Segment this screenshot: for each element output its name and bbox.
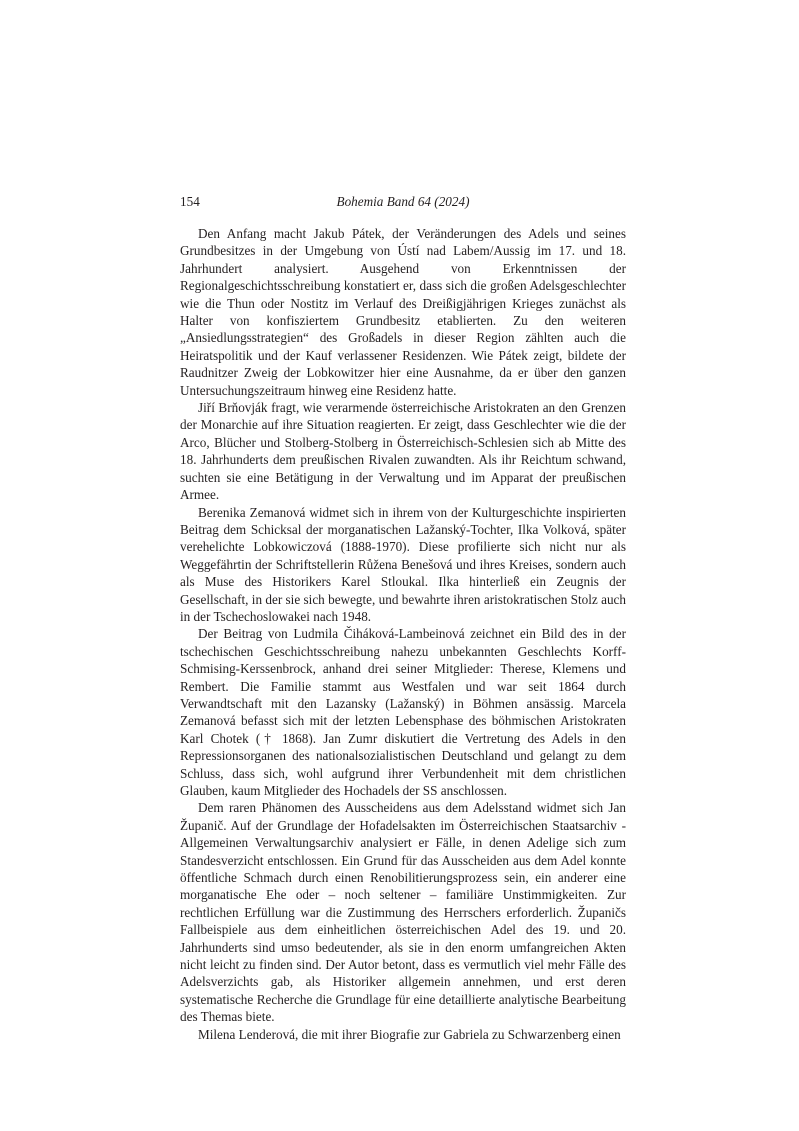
body-text xyxy=(180,225,626,1043)
paragraph-brnovjak: Jiří Brňovják fragt, wie verarmende österreichische Aristokraten an den Grenzen der Monarchie auf ihre Situation reagierten. Er zeigt, dass Geschlechter wie die der Arco, Blücher und Stolberg-Stolberg in Österreichisch-Schlesien sich ab Mitte des 18. Jahrhunderts dem preußischen Rivalen zuwandten. Als ihr Reichtum schwand, suchten sie eine Betätigung in der Verwaltung und im Apparat der preußischen Armee. xyxy=(180,400,626,503)
paragraph-cihakova-lambeinova: Der Beitrag von Ludmila Čiháková-Lambeinová zeichnet ein Bild des in der tschechischen Geschichtsschreibung nahezu unbekannten Geschlechts Korff-Schmising-Kerssenbrock, anhand drei seiner Mitglieder: Therese, Klemens und Rembert. Die Familie stammt aus Westfalen und war seit 1864 durch Verwandtschaft mit den Lazansky (Lažanský) in Böhmen ansässig. Marcela Zemanová befasst sich mit der letzten Lebensphase des böhmischen Aristokraten Karl Chotek († 1868). Jan Zumr diskutiert die Vertretung des Adels in den Repressionsorganen des nationalsozialistischen Deutschland und gelangt zu dem Schluss, dass sich, wohl aufgrund ihrer Verbundenheit mit dem christlichen Glauben, kaum Mitglieder des Hochadels der SS anschlossen. xyxy=(180,626,626,798)
paragraph-lenderova: Milena Lenderová, die mit ihrer Biografie zur Gabriela zu Schwarzenberg einen xyxy=(198,1026,621,1042)
journal-title: Bohemia Band 64 (2024) xyxy=(336,194,470,209)
page-number: 154 xyxy=(180,194,200,209)
paragraph-zupanic: Dem raren Phänomen des Ausscheidens aus dem Adelsstand widmet sich Jan Županič. Auf der Grundlage der Hofadelsakten im Österreichischen Staatsarchiv - Allgemeinen Verwaltungsarchiv analysiert er Fälle, in denen Adelige sich zum Standesverzicht entschlossen. Ein Grund für das Ausscheiden aus dem Adel konnte öffentliche Schmach durch einen Renobilitierungsprozess sein, ein anderer eine morganatische Ehe oder – noch seltener – familiäre Unstimmigkeiten. Zur rechtlichen Erfüllung war die Zustimmung des Herrschers erforderlich. Županičs Fallbeispiele aus dem einheitlichen österreichischen Adel des 19. und 20. Jahrhunderts sind umso bedeutender, als sie in den enorm umfangreichen Akten nicht leicht zu finden sind. Der Autor betont, dass es vermutlich viel mehr Fälle des Adelsverzichts gab, als Historiker allgemein annehmen, und erst deren systematische Recherche die Grundlage für eine detaillierte analytische Bearbeitung des Themas biete. xyxy=(180,800,626,1025)
paragraph-patek: Den Anfang macht Jakub Pátek, der Veränderungen des Adels und seines Grundbesitzes in der Umgebung von Ústí nad Labem/Aussig im 17. und 18. Jahrhundert analysiert. Ausgehend von Erkenntnissen der Regionalgeschichtsschreibung konstatiert er, dass sich die großen Adelsgeschlechter wie die Thun oder Nostitz im Verlauf des Dreißigjährigen Krieges zunächst als Halter von konfisziertem Grundbesitz etablierten. Zu den weiteren „Ansiedlungsstrategien“ des Großadels in dieser Region zählten auch die Heiratspolitik und der Kauf verlassener Residenzen. Wie Pátek zeigt, bildete der Raudnitzer Zweig der Lobkowitzer hier eine Ausnahme, da er über den ganzen Untersuchungszeitraum hinweg eine Residenz hatte. xyxy=(180,226,626,398)
document-page xyxy=(180,193,626,1043)
running-head xyxy=(180,193,626,211)
paragraph-zemanova: Berenika Zemanová widmet sich in ihrem von der Kulturgeschichte inspirierten Beitrag dem Schicksal der morganatischen Lažanský-Tochter, Ilka Volková, später verehelichte Lobkowiczová (1888-1970). Diese profilierte sich nicht nur als Weggefährtin der Schriftstellerin Růžena Benešová und ihres Kreises, sondern auch als Muse des Historikers Karel Stloukal. Ilka hinterließ ein Zeugnis der Gesellschaft, in der sie sich bewegte, und bewahrte ihren aristokratischen Stolz auch in der Tschechoslowakei nach 1948. xyxy=(180,504,626,624)
